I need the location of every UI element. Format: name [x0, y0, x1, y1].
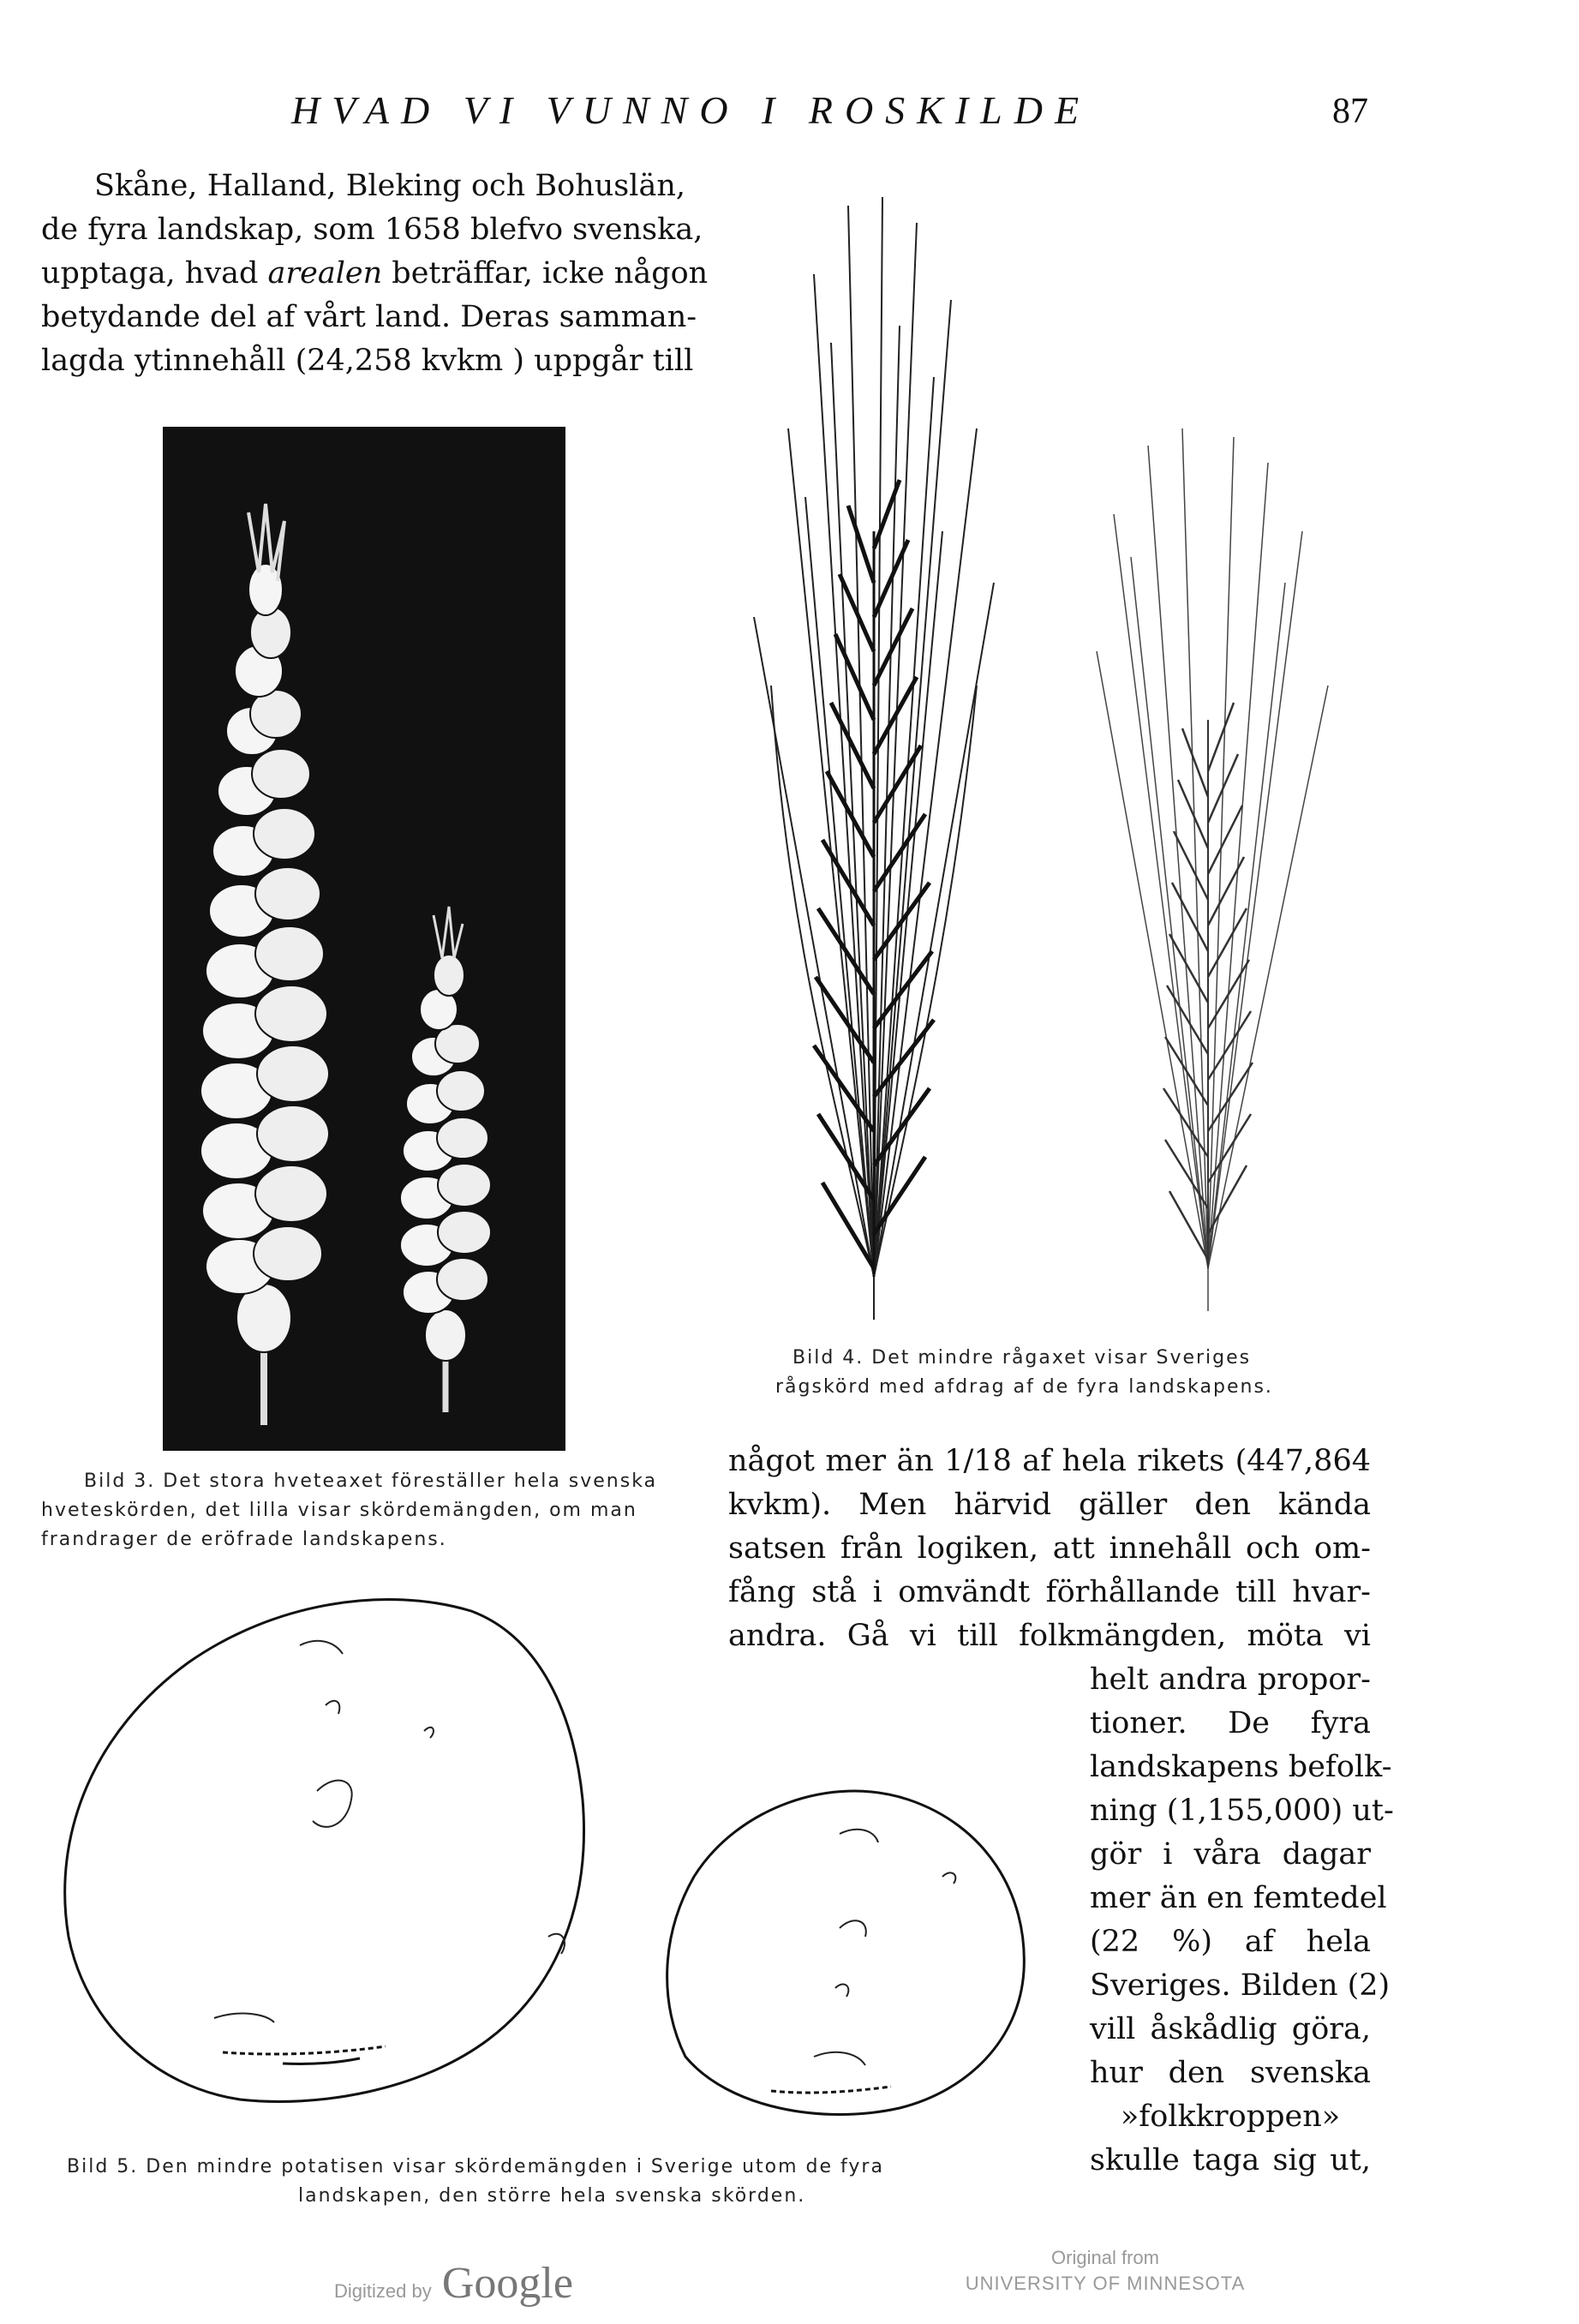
running-header: HVAD VI VUNNO I ROSKILDE: [291, 88, 1092, 132]
digitized-by-label: Digitized by: [334, 2280, 432, 2302]
intro-line: lagda ytinnehåll (24,258 kvkm ) uppgår till: [41, 344, 694, 378]
body-line: hur den svenska: [1090, 2056, 1371, 2090]
body-line: skulle taga sig ut,: [1090, 2143, 1371, 2177]
caption-bild-4: [775, 1344, 1273, 1402]
intro-paragraph: [41, 165, 709, 383]
caption-bild-3: [41, 1467, 657, 1554]
potatoes-illustration: [60, 1577, 1071, 2134]
intro-line: de fyra landskap, som 1658 blefvo svenska,: [41, 213, 703, 247]
intro-emphasis: arealen: [267, 256, 383, 290]
body-line: fång stå i omvändt förhållande till hvar-: [728, 1575, 1371, 1609]
university-label: UNIVERSITY OF MINNESOTA: [965, 2273, 1246, 2294]
rye-ears-illustration: [737, 171, 1354, 1320]
page-number: 87: [1332, 92, 1368, 131]
wheat-ears-illustration: [163, 427, 565, 1451]
body-line: satsen från logiken, att innehåll och om-: [728, 1531, 1371, 1566]
body-line: gör i våra dagar: [1090, 1837, 1371, 1872]
intro-line: [41, 252, 709, 296]
caption-line: rågskörd med afdrag af de fyra landskapens.: [775, 1376, 1273, 1398]
caption-line: Bild 5. Den mindre potatisen visar skördemängden i Sverige utom de fyra: [67, 2156, 884, 2177]
body-line: kvkm). Men härvid gäller den kända: [728, 1488, 1371, 1522]
body-line: vill åskådlig göra,: [1090, 2012, 1371, 2046]
google-logo: Google: [441, 2259, 573, 2308]
intro-line: betydande del af vårt land. Deras samman-: [41, 300, 697, 334]
caption-line: Bild 3. Det stora hveteaxet föreställer hela svenska: [84, 1470, 658, 1492]
caption-line: Bild 4. Det mindre rågaxet visar Sveriges: [792, 1347, 1252, 1369]
intro-line-text: upptaga, hvad arealen beträffar, icke någon: [41, 256, 709, 290]
body-line: andra. Gå vi till folkmängden, möta vi: [728, 1619, 1371, 1653]
body-line: Sveriges. Bilden (2): [1090, 1968, 1391, 2003]
body-line: ning (1,155,000) ut-: [1090, 1794, 1394, 1828]
caption-line: landskapen, den större hela svenska skörden.: [298, 2185, 806, 2207]
body-line: (22 %) af hela: [1090, 1925, 1371, 1959]
body-line: mer än en femtedel: [1090, 1881, 1387, 1915]
caption-bild-5: [67, 2153, 884, 2211]
body-line: något mer än 1/18 af hela rikets (447,864: [728, 1444, 1371, 1478]
body-line: landskapens befolk-: [1090, 1750, 1392, 1784]
caption-line: hveteskörden, det lilla visar skördemängden, om man: [41, 1500, 637, 1521]
body-line: helt andra propor-: [1090, 1662, 1371, 1697]
body-line: tioner. De fyra: [1090, 1706, 1371, 1740]
body-text-narrow: [1090, 1658, 1394, 2183]
caption-line: frandrager de eröfrade landskapens.: [41, 1529, 447, 1550]
original-from-label: Original from: [1051, 2247, 1159, 2268]
footer-original: [951, 2245, 1259, 2297]
body-line: »folkkroppen»: [1120, 2099, 1341, 2134]
intro-line: Skåne, Halland, Bleking och Bohuslän,: [94, 169, 685, 203]
footer-digitized: [334, 2258, 573, 2309]
